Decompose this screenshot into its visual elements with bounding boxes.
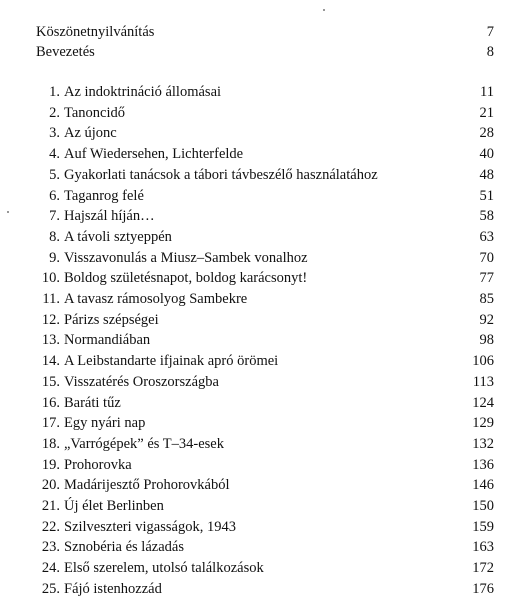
chapter-page: 92 [479,311,494,328]
chapter-number: 8. [49,228,60,245]
chapter-page: 40 [479,146,494,163]
toc-chapter-entry [36,393,494,413]
chapter-number: 24. [41,560,60,577]
chapter-number: 25. [41,580,60,597]
toc-front-entry [36,42,494,62]
toc-chapter-entry [36,351,494,371]
toc-chapter-entry [36,186,494,206]
toc-chapter-entry [36,475,494,495]
chapter-page: 150 [472,498,494,514]
chapter-number: 18. [41,435,60,452]
toc-chapter-entry [36,579,494,599]
chapter-title: Első szerelem, utolsó találkozások [64,560,264,577]
toc-chapter-entry [36,330,494,350]
chapter-title: Boldog születésnapot, boldog karácsonyt! [64,270,308,287]
chapter-title: Az újonc [64,125,117,142]
toc-chapter-entry [36,372,494,392]
chapter-title: Szilveszteri vigasságok, 1943 [64,518,236,535]
chapter-title: A távoli sztyeppén [64,228,172,245]
chapter-title: Tanoncidő [64,104,125,121]
chapter-page: 98 [479,332,494,349]
toc-chapter-entry [36,144,494,164]
chapter-title: „Varrógépek” és T–34-esek [64,435,224,452]
chapter-page: 48 [479,166,494,183]
toc-chapter-entry [36,537,494,557]
chapter-page: 28 [479,125,494,142]
chapter-page: 106 [472,353,494,370]
chapter-page: 176 [472,580,494,597]
chapter-number: 13. [41,332,60,349]
toc-chapter-entry [36,310,494,330]
toc-chapter-entry [36,206,494,226]
toc-chapter-entry [36,517,494,537]
chapter-title: Visszatérés Oroszországba [64,373,219,390]
chapter-page: 63 [479,228,494,245]
toc-chapter-entry [36,268,494,288]
toc-chapter-entry [36,103,494,123]
toc-entry-title: Köszönetnyilvánítás [36,24,155,40]
chapter-number: 14. [41,353,60,370]
chapter-page: 172 [472,560,494,577]
toc-chapter-entry [36,434,494,454]
chapter-title: Fájó istenhozzád [64,580,162,597]
chapter-page: 21 [479,104,494,121]
chapter-number: 17. [41,415,60,432]
scan-speck [7,211,9,213]
chapter-title: A tavasz rámosolyog Sambekre [64,291,248,307]
chapter-number: 9. [49,249,60,266]
chapter-number: 10. [41,270,60,287]
toc-entry-page: 8 [486,44,494,60]
chapter-page: 132 [472,435,494,452]
chapter-title: Taganrog felé [64,187,144,204]
chapter-title: Baráti tűz [64,394,121,411]
scan-speck [323,9,325,11]
chapter-page: 85 [479,291,494,307]
chapter-page: 113 [472,373,494,390]
toc-entry-title: Bevezetés [36,44,95,60]
toc-chapter-entry [36,82,494,102]
toc-chapter-entry [36,289,494,309]
toc-chapter-entry [36,558,494,578]
chapter-title: Sznobéria és lázadás [64,539,184,556]
toc-chapter-entry [36,413,494,433]
toc-chapter-entry [36,123,494,143]
chapter-number: 4. [49,146,60,163]
chapter-number: 15. [41,373,60,390]
chapter-number: 7. [49,208,60,225]
chapter-page: 58 [479,208,494,225]
chapter-title: Az indoktrináció állomásai [64,84,222,100]
chapter-number: 6. [49,187,60,204]
chapter-number: 21. [41,498,60,514]
chapter-page: 11 [480,84,494,100]
chapter-title: Egy nyári nap [64,415,146,432]
toc-entry-page: 7 [486,24,494,40]
chapter-page: 146 [472,477,494,494]
chapter-page: 51 [479,187,494,204]
chapter-title: Párizs szépségei [64,311,159,328]
toc-chapter-entry [36,248,494,268]
chapter-page: 159 [472,518,494,535]
chapter-title: Új élet Berlinben [64,498,164,514]
toc-chapter-entry [36,455,494,475]
toc-chapter-entry [36,227,494,247]
chapter-number: 23. [41,539,60,556]
toc-front-entry [36,22,494,42]
chapter-number: 22. [41,518,60,535]
chapter-page: 163 [472,539,494,556]
chapter-title: A Leibstandarte ifjainak apró örömei [64,353,279,370]
chapter-title: Madárijesztő Prohorovkából [64,477,230,494]
chapter-number: 2. [49,104,60,121]
chapter-number: 16. [41,394,60,411]
chapter-title: Normandiában [64,332,151,349]
chapter-number: 5. [49,166,60,183]
chapter-page: 77 [479,270,494,287]
chapter-number: 12. [41,311,60,328]
chapter-title: Gyakorlati tanácsok a tábori távbeszélő használatához [64,166,378,183]
chapter-title: Prohorovka [64,456,132,473]
chapter-title: Visszavonulás a Miusz–Sambek vonalhoz [64,249,308,266]
chapter-number: 19. [41,456,60,473]
chapter-page: 70 [479,249,494,266]
chapter-page: 124 [472,394,494,411]
chapter-number: 3. [49,125,60,142]
chapter-page: 129 [472,415,494,432]
toc-chapter-entry [36,165,494,185]
toc-chapter-entry [36,496,494,516]
chapter-number: 1. [49,84,60,100]
chapter-title: Hajszál híján… [64,208,155,225]
chapter-number: 20. [41,477,60,494]
chapter-number: 11. [42,291,60,307]
chapter-page: 136 [472,456,494,473]
chapter-title: Auf Wiedersehen, Lichterfelde [64,146,244,163]
